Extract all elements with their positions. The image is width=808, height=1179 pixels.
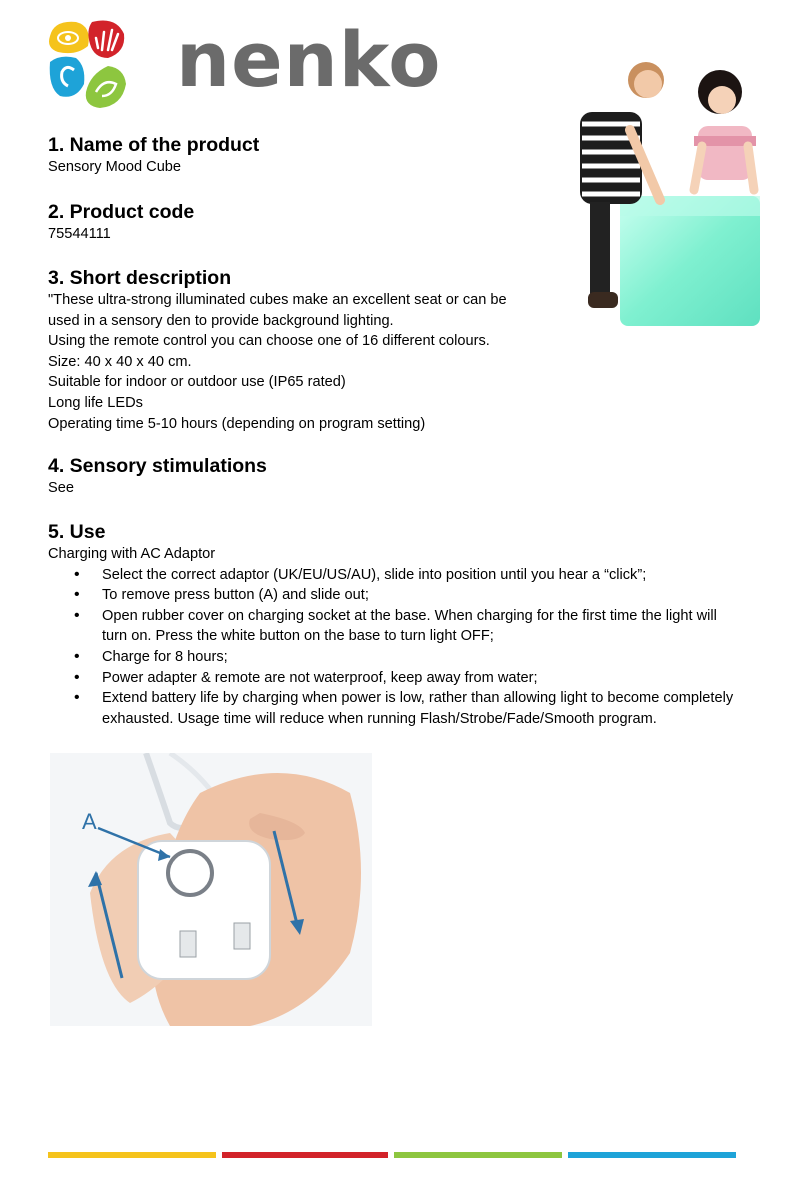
use-intro: Charging with AC Adaptor [48, 546, 216, 562]
logo-petals-icon [46, 16, 166, 116]
adapter-illustration [50, 753, 372, 1026]
list-item: • To remove press button (A) and slide out; [48, 585, 742, 606]
brand-wordmark: nenko [176, 15, 442, 104]
description-line: Using the remote control you can choose one of 16 different colours. [48, 333, 490, 350]
heading-use: 5. Use [48, 521, 106, 543]
footer-bar-blue [568, 1152, 736, 1158]
description-line: used in a sensory den to provide background lighting. [48, 312, 394, 329]
list-item: • Charge for 8 hours; [48, 647, 742, 668]
stimulations-text: See [48, 480, 74, 496]
description-line: "These ultra-strong illuminated cubes make an excellent seat or can be [48, 292, 507, 308]
description-line: Size: 40 x 40 x 40 cm. [48, 353, 192, 370]
description-line: Suitable for indoor or outdoor use (IP65 rated) [48, 374, 346, 391]
list-item: • Open rubber cover on charging socket at the base. When charging for the first time the light will turn on. Press the white button on the base to turn light OFF; [48, 606, 742, 647]
section-code [48, 200, 748, 245]
footer-bar-red [222, 1152, 388, 1158]
section-use [48, 520, 748, 729]
description-line: Operating time 5-10 hours (depending on program setting) [48, 415, 426, 432]
list-item: • Power adapter & remote are not waterproof, keep away from water; [48, 668, 742, 689]
list-item: • Extend battery life by charging when power is low, rather than allowing light to become completely exhausted. Usage time will reduce when running Flash/Strobe/Fade/Smooth program. [48, 688, 742, 729]
label-a: A [82, 809, 97, 834]
footer-bar-yellow [48, 1152, 216, 1158]
product-code: 75544111 [48, 226, 111, 242]
section-description [48, 266, 748, 434]
product-name: Sensory Mood Cube [48, 159, 182, 175]
footer-bar-green [394, 1152, 562, 1158]
section-stimulations [48, 454, 748, 499]
heading-code: 2. Product code [48, 201, 195, 223]
photo-adapter-hands [50, 753, 372, 1026]
brand-logo [46, 15, 442, 116]
use-bullet-list [48, 565, 748, 730]
description-line: Long life LEDs [48, 394, 143, 411]
heading-name: 1. Name of the product [48, 134, 260, 156]
heading-description: 3. Short description [48, 267, 232, 289]
list-item: • Select the correct adaptor (UK/EU/US/AU), slide into position until you hear a “click”; [48, 565, 742, 586]
section-name [48, 133, 748, 178]
heading-stimulations: 4. Sensory stimulations [48, 455, 267, 477]
